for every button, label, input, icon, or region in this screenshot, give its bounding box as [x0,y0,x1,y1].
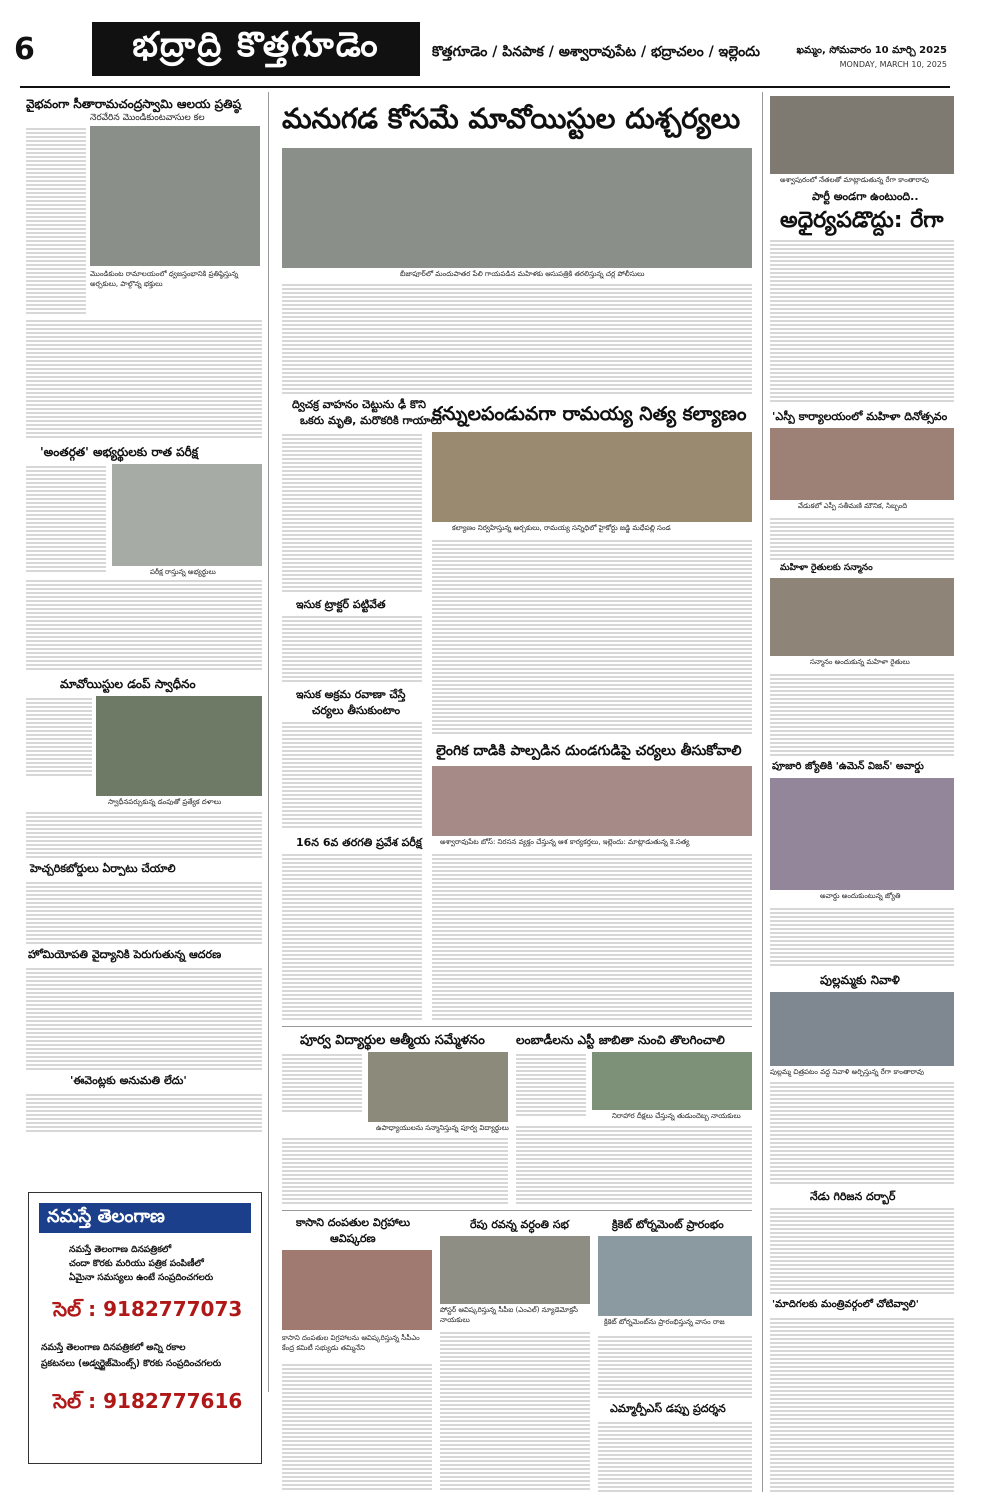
article-text [770,516,954,560]
column-divider [762,92,763,1492]
article-text [770,1206,954,1294]
story-headline: 'మాదిగలకు మంత్రివర్గంలో చోటివ్వాలి' [772,1299,919,1310]
left-headline-5: హోమియోపతి వైద్యానికి పెరుగుతున్న ఆదరణ [28,948,222,961]
story-headline: లైంగిక దాడికి పాల్పడిన దుండగుడిపై చర్యలు తీసుకోవాలి [436,743,742,759]
article-text [26,126,86,316]
article-text [282,432,422,592]
article-text [432,852,752,1022]
story-headline: కన్నులపండువగా రామయ్య నిత్య కల్యాణం [432,403,747,425]
photo-caption: పరీక్ష రాస్తున్న అభ్యర్థులు [150,568,216,576]
story-headline: లంబాడీలను ఎస్టీ జాబితా నుంచి తొలగించాలి [516,1033,725,1047]
story-headline: రేపు రవన్న వర్ధంతి సభ [470,1218,569,1231]
story-headline: మహిళా రైతులకు సన్మానం [780,563,873,573]
article-text [516,1052,586,1116]
article-text [26,810,262,860]
article-text [26,318,262,438]
kicker: పార్టీ అండగా ఉంటుంది.. [812,190,919,203]
statue-photo [282,1250,432,1330]
womens-day-photo [770,428,954,500]
page-number: 6 [14,32,35,67]
section-rule [282,1026,752,1027]
story-headline: నేడు గిరిజన దర్బార్ [810,1190,896,1203]
article-text [440,1330,590,1492]
photo-caption: వేడుకలో ఎస్పీ సతీమణి మౌనిక, సిబ్బంది [798,502,908,510]
photo-caption: అశ్వాపురంలో నేతలతో మాట్లాడుతున్న రేగా కాంతారావు [780,176,929,184]
poster-photo [440,1236,590,1304]
left-headline-4: హెచ్చరికబోర్డులు ఏర్పాటు చేయాలి [30,862,176,875]
dump-photo [96,696,262,796]
article-text [770,238,954,402]
story-headline: పూర్వ విద్యార్థుల ఆత్మీయ సమ్మేళనం [300,1033,485,1048]
article-text [282,852,422,1022]
story-headline: కాసాని దంపతుల విగ్రహాలు [296,1216,411,1229]
story-headline: ఇసుక అక్రమ రవాణా చేస్తే [296,688,406,701]
article-text [282,1136,508,1206]
photo-caption: అవార్డు అందుకుంటున్న జ్యోతి [820,892,901,900]
photo-caption: పోస్టర్ ఆవిష్కరిస్తున్న సీపీఐ (ఎంఎల్) న్యూడెమోక్రసీ నాయకులు [440,1306,578,1324]
left-headline-6: 'ఈవెంట్లకు అనుమతి లేదు' [70,1074,187,1087]
photo-caption: ఉపాధ్యాయులను సన్మానిస్తున్న పూర్వ విద్యార్థులు [376,1124,509,1132]
photo-caption: మొండికుంట రామాలయంలో ధ్వజస్తంభానికి ప్రతిష్ఠిస్తున్న అర్చకులు, పాల్గొన్న భక్తులు [90,270,239,288]
article-text [26,464,106,574]
story-headline: క్రికెట్ టోర్నమెంట్ ప్రారంభం [612,1218,724,1231]
ad-line: నమస్తే తెలంగాణ దినపత్రికలో అన్ని రకాల [41,1343,186,1353]
photo-caption: పుల్లమ్మ చిత్రపటం వద్ద నివాళి అర్పిస్తున్న రేగా కాంతారావు [770,1068,924,1076]
article-text [282,720,422,830]
story-headline: పూజారి జ్యోతికి 'ఉమెన్ విజన్' అవార్డు [772,761,924,772]
left-headline-3: మావోయిస్టుల డంప్ స్వాధీనం [60,677,196,691]
cricket-photo [598,1236,752,1316]
date-english: MONDAY, MARCH 10, 2025 [839,60,947,69]
ad-line: ప్రకటనలు (అడ్వర్టైజ్‌మెంట్స్) కొరకు సంప్రదించగలరు [41,1359,222,1369]
article-text [26,1092,262,1132]
header-rule [20,86,950,88]
article-text [770,1316,954,1492]
photo-caption: నిరాహార దీక్షలు చేస్తున్న తుడుందెబ్బ నాయకులు [612,1112,741,1120]
photo-caption: కల్యాణం నిర్వహిస్తున్న అర్చకులు, రామయ్య సన్నిధిలో హైకోర్టు జడ్జి మధేపల్లి సండ [452,524,671,532]
temple-photo [90,126,260,266]
ad-line: ఏమైనా సమస్యలు ఉంటే సంప్రదించగలరు [69,1273,214,1283]
left-headline-2: 'అంతర్గత' అభ్యర్థులకు రాత పరీక్ష [40,445,199,459]
article-text [432,538,752,736]
article-text [282,1362,432,1492]
farmers-photo [770,578,954,656]
story-headline: ఎమ్మార్పీఎస్ డప్పు ప్రదర్శన [610,1402,726,1415]
article-text [26,880,262,944]
left-subhead-1: నెరవేరిన మొండికుంటవాసుల కల [90,113,205,123]
section-rule [282,1210,752,1211]
tribute-photo [770,992,954,1066]
story-headline: పుల్లమ్మకు నివాళి [820,973,900,987]
column-divider [268,92,269,1392]
protest-photo [432,766,752,836]
story-headline: ఇసుక ట్రాక్టర్ పట్టివేత [296,598,386,611]
photo-caption: స్వాధీనపర్చుకున్న డంపుతో ప్రత్యేక దళాలు [108,798,222,806]
story-headline: ఆవిష్కరణ [330,1232,376,1245]
subscription-ad [28,1192,262,1464]
photo-caption: సన్మానం అందుకున్న మహిళా రైతులు [810,658,910,666]
article-text [282,282,752,394]
story-headline: ఒకరు మృతి, మరొకరికి గాయాలు [300,414,442,427]
article-text [26,966,262,1070]
article-text [282,614,422,684]
alumni-photo [368,1052,508,1122]
ad-phone-1: సెల్ : 9182777073 [53,1297,243,1321]
article-text [598,1420,752,1492]
photo-caption: క్రికెట్ టోర్నమెంట్‌ను ప్రారంభిస్తున్న వాసం రాజ [604,1318,725,1326]
right-headline: అధైర్యపడొద్దు: రేగా [780,208,944,233]
article-text [770,1080,954,1184]
story-headline: చర్యలు తీసుకుంటాం [312,704,401,717]
ad-brand: నమస్తే తెలంగాణ [39,1203,251,1233]
story-headline: ద్విచక్ర వాహనం చెట్టును ఢీ కొని [292,398,426,411]
photo-caption: కాసాని దంపతుల విగ్రహాలను ఆవిష్కరిస్తున్న సీపీఎం కేంద్ర కమిటీ సభ్యుడు తమ్మినేని [282,1334,420,1352]
date-telugu: ఖమ్మం, సోమవారం 10 మార్చి 2025 [796,45,947,56]
protest-camp-photo [592,1052,752,1110]
main-headline: మనుగడ కోసమే మావోయిస్టుల దుశ్చర్యలు [282,102,741,135]
photo-caption: బీజాపూర్‌లో మందుపాతర పేలి గాయపడిన మహిళకు ఆసుపత్రికి తరలిస్తున్న చర్ల పోలీసులు [400,270,645,278]
story-headline: 16న 6వ తరగతి ప్రవేశ పరీక్ష [296,836,422,849]
article-text [770,906,954,968]
article-text [26,696,92,776]
article-text [516,1124,752,1206]
rega-photo [770,96,954,174]
article-text [770,672,954,756]
ad-line: నమస్తే తెలంగాణ దినపత్రికలో [69,1245,172,1255]
article-text [598,1334,752,1398]
photo-caption: అశ్వారావుపేట బోస్: నిరసన వ్యక్తం చేస్తున్న ఆశ కార్యకర్తలు, ఇల్లెందు: మాట్లాడుతున్న కె.సత్య [440,838,690,846]
article-text [26,578,262,670]
masthead: భద్రాద్రి కొత్తగూడెం [92,22,420,76]
story-headline: 'ఎస్పీ కార్యాలయంలో మహిళా దినోత్సవం [772,410,948,423]
award-photo [770,778,954,890]
ad-phone-2: సెల్ : 9182777616 [53,1389,243,1413]
exam-photo [112,464,262,566]
kalyanam-photo [432,432,752,522]
edition-places: కొత్తగూడెం / పినపాక / అశ్వారావుపేట / భద్రాచలం / ఇల్లెందు [432,44,760,60]
main-photo [282,148,752,268]
article-text [282,1052,362,1112]
ad-line: చందా కొరకు మరియు పత్రిక పంపిణీలో [69,1259,204,1269]
left-headline-1: వైభవంగా సీతారామచంద్రస్వామి ఆలయ ప్రతిష్ఠ [26,97,242,111]
